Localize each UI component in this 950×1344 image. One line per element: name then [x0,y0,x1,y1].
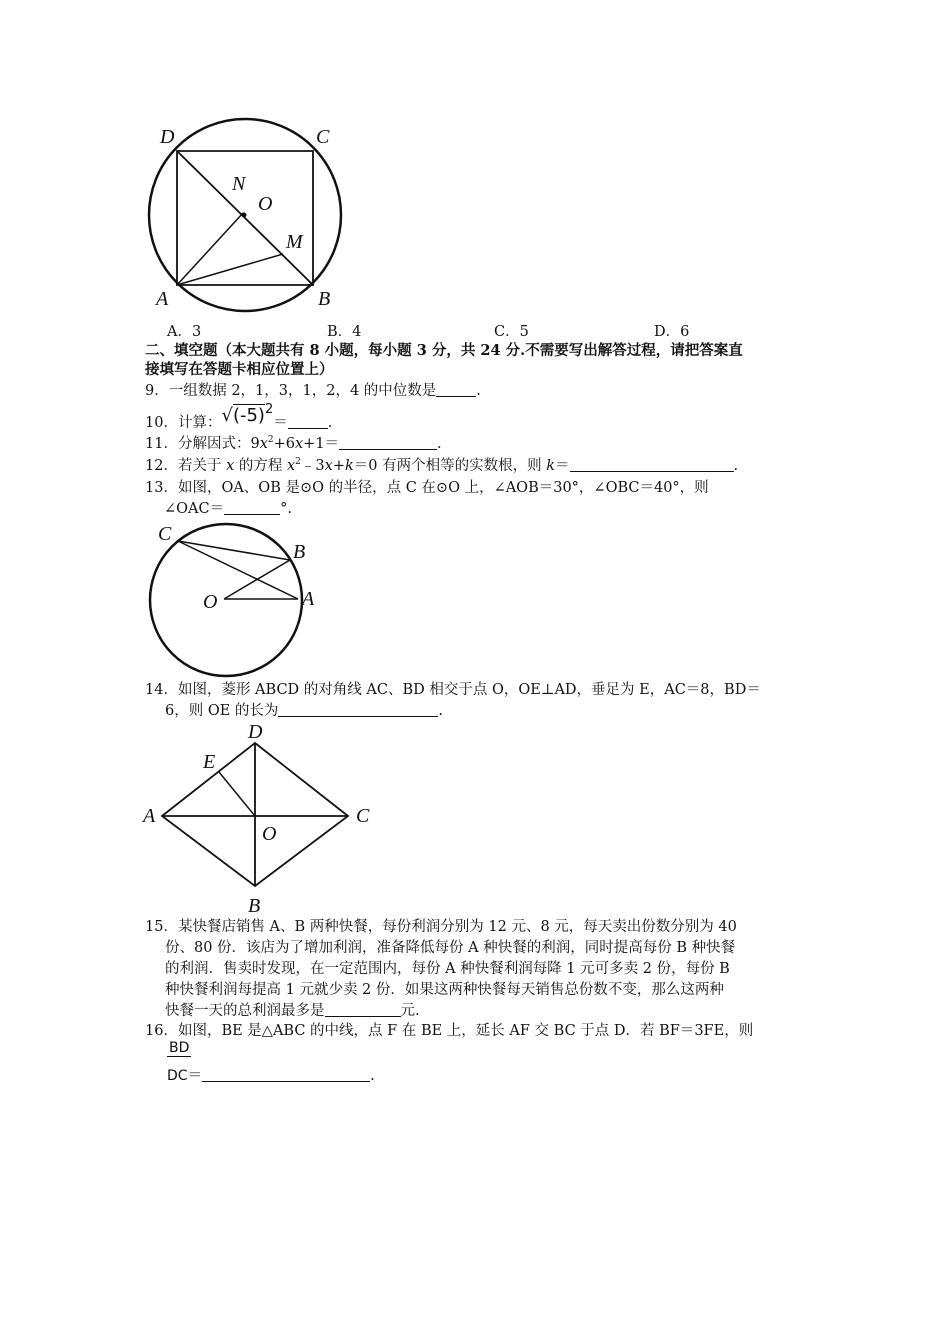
label-O: O [262,823,277,845]
answer-blank [436,382,476,397]
label-C: C [356,805,370,827]
answer-blank [202,1067,370,1082]
label-M: M [286,231,303,253]
option-a: A．3 [167,324,202,340]
label-B: B [248,895,261,915]
label-B: B [318,288,331,310]
answer-blank [224,500,280,515]
section-heading-line2: 接填写在答题卡相应位置上） [145,361,334,378]
question-13-line2: ∠OAC＝ °. [164,501,292,517]
question-12: 12．若关于 x 的方程 $x^2﹣3x+k=0$ 有两个相等的实数根，则 k＝ . [145,457,739,474]
fraction-bd-dc: BD [169,1040,190,1056]
label-A: A [143,805,156,827]
label-D: D [160,126,175,148]
answer-blank [278,702,438,717]
question-16-line1: 16．如图，BE 是△ABC 的中线，点 F 在 BE 上，延长 AF 交 BC 于点 D．若 BF＝3FE，则 [145,1023,754,1039]
label-O: O [203,591,218,613]
question-15-line4: 种快餐利润每提高 1 元就少卖 2 份．如果这两种快餐每天销售总份数不变，那么这两种 [165,982,724,998]
label-B: B [293,541,306,563]
question-13-line1: 13．如图，OA、OB 是⊙O 的半径，点 C 在⊙O 上，∠AOB＝30°，∠OBC＝40°，则 [145,480,709,496]
label-C: C [158,523,172,545]
label-E: E [203,751,216,773]
question-9: 9．一组数据 2，1，3，1，2，4 的中位数是 . [145,383,481,399]
question-14-line2: 6，则 OE 的长为 . [165,703,444,719]
question-15-line1: 15．某快餐店销售 A、B 两种快餐，每份利润分别为 12 元、8 元，每天卖出份数分别为 40 [145,919,737,935]
label-A: A [156,288,169,310]
label-A: A [302,588,315,610]
question-15-line2: 份、80 份．该店为了增加利润，准备降低每份 A 种快餐的利润，同时提高每份 B 种快餐 [165,940,736,956]
question-10: 10．计算：$√(-5)^2=$ . [145,402,333,431]
option-c: C．5 [494,324,529,340]
question-11: 11．分解因式：$9x^2+6x+1=$ . [145,435,442,452]
question-15-line5: 快餐一天的总利润最多是 元. [165,1003,420,1019]
figure-square-in-circle [140,115,350,320]
option-d: D．6 [654,324,690,340]
figure-rhombus [138,720,378,915]
radical-expression: $√(-5)^2$ [221,402,274,426]
answer-blank [339,435,437,450]
question-15-line3: 的利润．售卖时发现，在一定范围内，每份 A 种快餐利润每降 1 元可多卖 2 份，每份 B [165,961,730,977]
answer-blank [570,457,734,472]
label-D: D [248,721,263,743]
answer-blank [288,414,328,429]
label-O: O [258,193,273,215]
figure-circle-oabc [140,518,330,678]
question-14-line1: 14．如图，菱形 ABCD 的对角线 AC、BD 相交于点 O，OE⊥AD，垂足为 E，AC＝8，BD＝ [145,682,761,698]
option-b: B．4 [327,324,362,340]
label-N: N [232,173,246,195]
question-16-line2: DC＝ . [167,1068,375,1084]
answer-blank [325,1002,401,1017]
label-C: C [316,126,330,148]
section-heading-line1: 二、填空题（本大题共有 8 小题，每小题 3 分，共 24 分.不需要写出解答过程，请把答案直 [145,342,743,359]
